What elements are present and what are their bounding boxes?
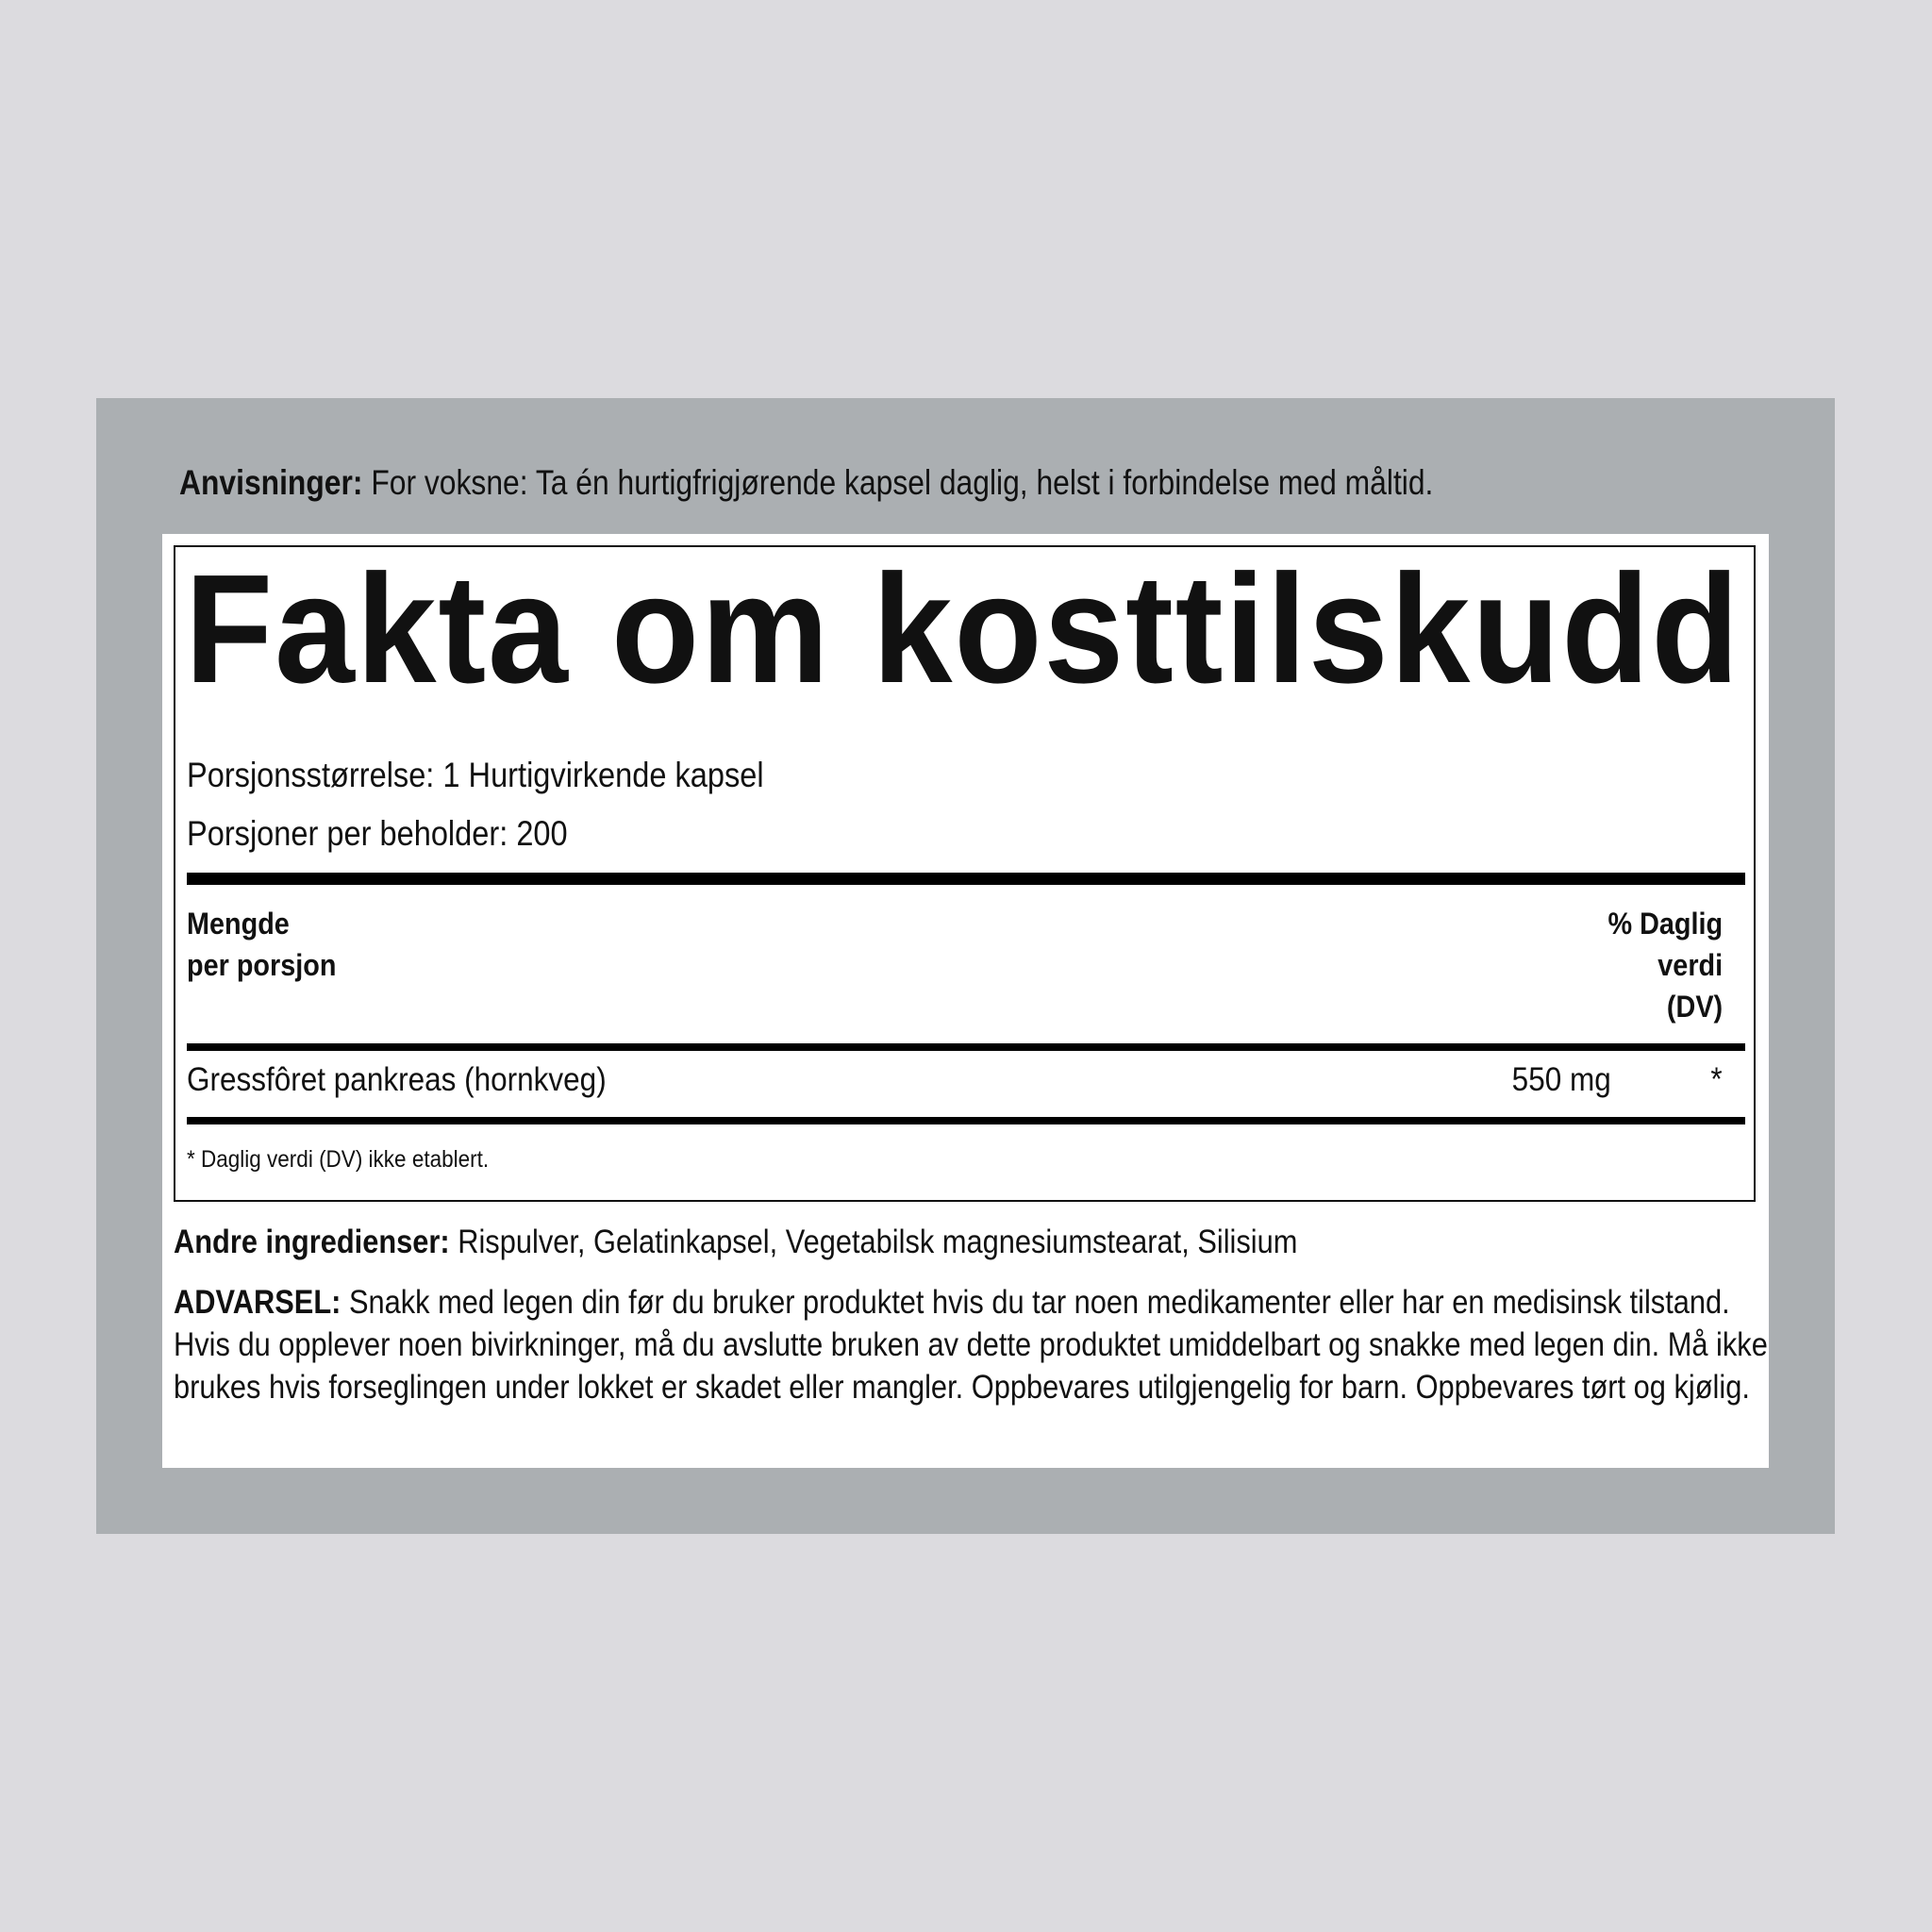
ingredient-amount: 550 mg	[1511, 1061, 1611, 1098]
dv-footnote: * Daglig verdi (DV) ikke etablert.	[187, 1146, 490, 1173]
warning-text: Snakk med legen din før du bruker produktet hvis du tar noen medikamenter eller har en medisinsk tilstand. Hvis du opplever noen bivirkninger, må du avslutte bruken av dette produktet umiddelbart og snakke med legen din. Må ikke brukes hvis forseglingen under lokket er skadet eller mangler. Oppbevares utilgjengelig for barn. Oppbevares tørt og kjølig.	[174, 1284, 1768, 1406]
daily-value-header	[1607, 903, 1723, 1027]
other-ingredients-text: Rispulver, Gelatinkapsel, Vegetabilsk magnesiumstearat, Silisium	[449, 1224, 1298, 1260]
dv-header-line1: % Daglig	[1607, 907, 1723, 941]
amount-header-line1: Mengde	[187, 907, 290, 941]
warning	[174, 1281, 1775, 1408]
ingredient-name: Gressfôret pankreas (hornkveg)	[187, 1061, 607, 1098]
bottom-divider	[187, 1117, 1745, 1124]
thick-divider	[187, 873, 1745, 885]
header-divider	[187, 1043, 1745, 1051]
dv-header-line2: verdi	[1657, 948, 1723, 982]
amount-header-line2: per porsjon	[187, 948, 337, 982]
facts-title: Fakta om kosttilskudd	[185, 542, 1741, 715]
directions-text: For voksne: Ta én hurtigfrigjørende kapsel daglig, helst i forbindelse med måltid.	[362, 463, 1434, 502]
other-ingredients-label: Andre ingredienser:	[174, 1224, 450, 1260]
dv-header-line3: (DV)	[1666, 990, 1723, 1024]
directions-label: Anvisninger:	[179, 463, 363, 502]
amount-per-serving-header	[187, 903, 336, 986]
warning-label: ADVARSEL:	[174, 1284, 341, 1321]
ingredient-dv: *	[1710, 1061, 1723, 1098]
serving-size: Porsjonsstørrelse: 1 Hurtigvirkende kapsel	[187, 756, 764, 794]
other-ingredients	[174, 1217, 1297, 1268]
directions	[179, 457, 1558, 509]
servings-per-container: Porsjoner per beholder: 200	[187, 814, 568, 853]
